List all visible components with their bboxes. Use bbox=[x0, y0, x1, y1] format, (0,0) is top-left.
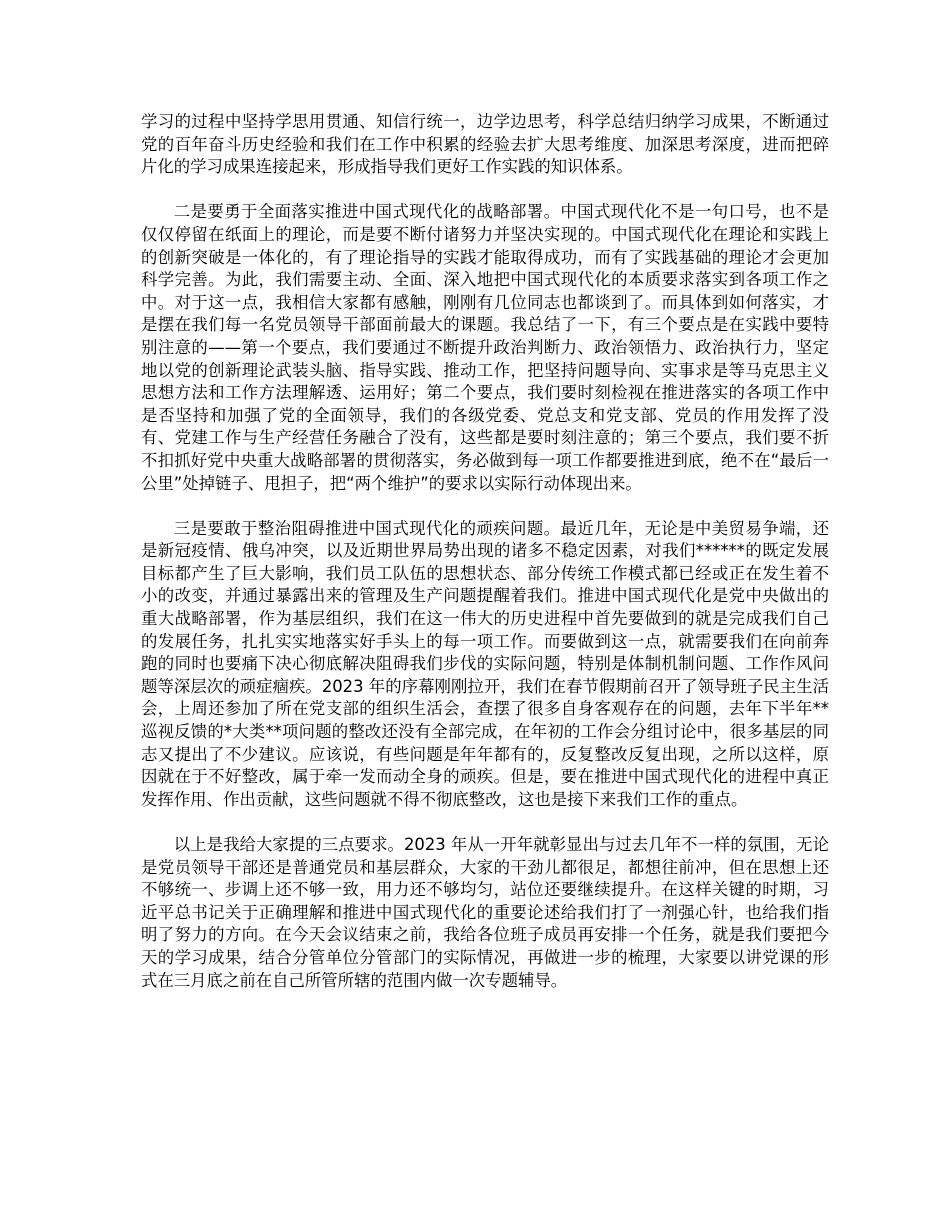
paragraph-point-two: 二是要勇于全面落实推进中国式现代化的战略部署。中国式现代化不是一句口号，也不是仅仅停留在纸面上的理论，而是要不断付诸努力并坚决实现的。中国式现代化在理论和实践上的创新突破是一体化的，有了理论指导的实践才能取得成功，而有了实践基础的理论才会更加科学完善。为此，我们需要主动、全面、深入地把中国式现代化的本质要求落实到各项工作之中。对于这一点，我相信大家都有感触，刚刚有几位同志也都谈到了。而具体到如何落实，才是摆在我们每一名党员领导干部面前最大的课题。我总结了一下，有三个要点是在实践中要特别注意的——第一个要点，我们要通过不断提升政治判断力、政治领悟力、政治执行力，坚定地以党的创新理论武装头脑、指导实践、推动工作，把坚持问题导向、实事求是等马克思主义思想方法和工作方法理解透、运用好；第二个要点，我们要时刻检视在推进落实的各项工作中是否坚持和加强了党的全面领导，我们的各级党委、党总支和党支部、党员的作用发挥了没有、党建工作与生产经营任务融合了没有，这些都是要时刻注意的；第三个要点，我们要不折不扣抓好党中央重大战略部署的贯彻落实，务必做到每一项工作都要推进到底，绝不在“最后一公里”处掉链子、甩担子，把“两个维护”的要求以实际行动体现出来。 bbox=[141, 202, 829, 493]
paragraph-study-process: 学习的过程中坚持学思用贯通、知信行统一，边学边思考，科学总结归纳学习成果，不断通过党的百年奋斗历史经验和我们在工作中积累的经验去扩大思考维度、加深思考深度，进而把碎片化的学习成果连接起来，形成指导我们更好工作实践的知识体系。 bbox=[141, 112, 829, 177]
paragraph-conclusion: 以上是我给大家提的三点要求。2023 年从一开年就彰显出与过去几年不一样的氛围，无论是党员领导干部还是普通党员和基层群众，大家的干劲儿都很足，都想往前冲，但在思想上还不够统一、步调上还不够一致，用力还不够均匀，站位还要继续提升。在这样关键的时期，习近平总书记关于正确理解和推进中国式现代化的重要论述给我们打了一剂强心针，也给我们指明了努力的方向。在今天会议结束之前，我给各位班子成员再安排一个任务，就是我们要把今天的学习成果，结合分管单位分管部门的实际情况，再做进一步的梳理，大家要以讲党课的形式在三月底之前在自己所管所辖的范围内做一次专题辅导。 bbox=[141, 835, 829, 990]
document-page bbox=[141, 111, 829, 1015]
paragraph-point-three: 三是要敢于整治阻碍推进中国式现代化的顽疾问题。最近几年，无论是中美贸易争端，还是新冠疫情、俄乌冲突，以及近期世界局势出现的诸多不稳定因素，对我们******的既定发展目标都产生了巨大影响，我们员工队伍的思想状态、部分传统工作模式都已经或正在发生着不小的改变，并通过暴露出来的管理及生产问题提醒着我们。推进中国式现代化是党中央做出的重大战略部署，作为基层组织，我们在这一伟大的历史进程中首先要做到的就是完成我们自己的发展任务，扎扎实实地落实好手头上的每一项工作。而要做到这一点，就需要我们在向前奔跑的同时也要痛下决心彻底解决阻碍我们步伐的实际问题，特别是体制机制问题、工作作风问题等深层次的顽症痼疾。2023 年的序幕刚刚拉开，我们在春节假期前召开了领导班子民主生活会，上周还参加了所在党支部的组织生活会，查摆了很多自身客观存在的问题，去年下半年**巡视反馈的*大类**项问题的整改还没有全部完成，在年初的工作会分组讨论中，很多基层的同志又提出了不少建议。应该说，有些问题是年年都有的，反复整改反复出现，之所以这样，原因就在于不好整改，属于牵一发而动全身的顽疾。但是，要在推进中国式现代化的进程中真正发挥作用、作出贡献，这些问题就不得不彻底整改，这也是接下来我们工作的重点。 bbox=[141, 518, 829, 809]
